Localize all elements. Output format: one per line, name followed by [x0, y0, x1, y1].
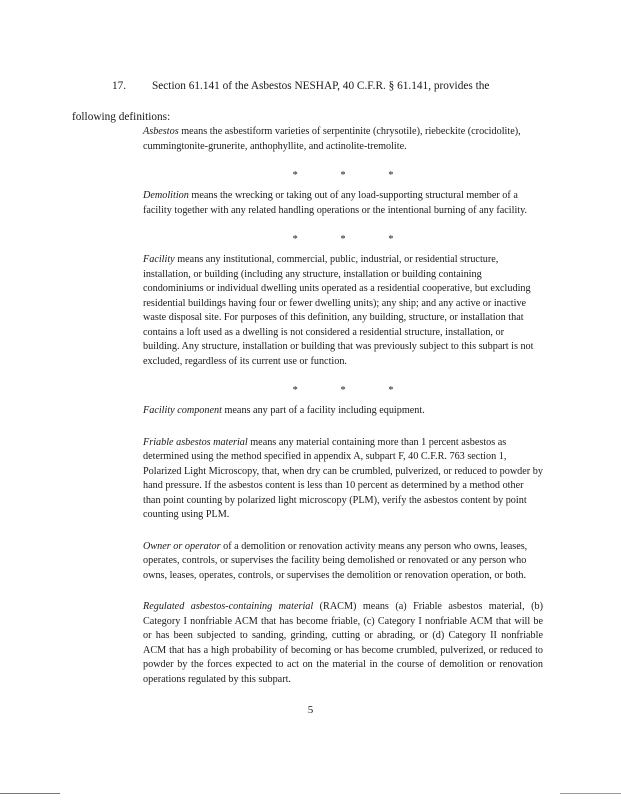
definition-facility-component — [143, 404, 543, 419]
section-separator: * * * — [292, 170, 414, 181]
section-separator: * * * — [292, 385, 414, 396]
definition-demolition — [143, 189, 543, 218]
definition-owner-or-operator — [143, 540, 543, 584]
definition-text: means any institutional, commercial, public, industrial, or residential structure, installation, or building (including any structure, installation or building containing condominiums or individual dwelling units operated as a residential cooperative, but excluding residential buildings having four or fewer dwelling units); any ship; and any active or inactive waste disposal site. For purposes of this definition, any building, structure, or installation that contains a loft used as a dwelling is not considered a residential structure, installation, or building. Any structure, installation or building that was previously subject to this subpart is not excluded, regardless of its current use or function. — [143, 254, 534, 367]
definition-text: means the wrecking or taking out of any load-supporting structural member of a facility together with any related handling operations or the intentional burning of any facility. — [143, 190, 528, 216]
definitions-block — [143, 125, 543, 704]
definition-text: means any part of a facility including equipment. — [221, 405, 425, 416]
definition-term: Demolition — [143, 190, 189, 201]
paragraph-17 — [72, 71, 542, 133]
definition-term: Regulated asbestos-containing material — [143, 601, 314, 612]
definition-term: Owner or operator — [143, 540, 221, 552]
definition-friable-asbestos-material — [143, 436, 543, 523]
section-separator: * * * — [292, 234, 414, 245]
scan-edge-line — [0, 793, 60, 794]
page-number: 5 — [307, 704, 314, 716]
definition-term: Friable asbestos material — [143, 436, 248, 448]
definition-asbestos — [143, 125, 543, 154]
definition-facility — [143, 253, 543, 369]
definition-term: Facility component — [143, 405, 222, 416]
paragraph-line-2: following definitions: — [72, 111, 171, 123]
definition-text: means the asbestiform varieties of serpentinite (chrysotile), riebeckite (crocidolite), cummingtonite-grunerite, anthophyllite, and actinolite-tremolite. — [143, 126, 521, 152]
paragraph-line-1: Section 61.141 of the Asbestos NESHAP, 40 C.F.R. § 61.141, provides the — [152, 80, 490, 92]
definition-text: of a demolition or renovation activity means any person who owns, leases, operates, controls, or supervises the facility being demolished or renovated or any person who owns, leases, operates, controls, or supervises the demolition or renovation operation, or both. — [143, 540, 528, 581]
paragraph-number: 17. — [112, 80, 127, 92]
definition-text: means any material containing more than 1 percent asbestos as determined using the method specified in appendix A, subpart F, 40 C.F.R. 763 section 1, Polarized Light Microscopy, that, when dry can be crumbled, pulverized, or reduced to powder by hand pressure. If the asbestos content is less than 10 percent as determined by a method other than point counting by polarized light microscopy (PLM), verify the asbestos content by point counting using PLM. — [143, 436, 543, 520]
scan-edge-line — [560, 793, 621, 794]
definition-term: Facility — [143, 254, 175, 265]
definition-term: Asbestos — [143, 126, 179, 137]
definition-racm — [143, 600, 543, 687]
definition-text: (RACM) means (a) Friable asbestos material, (b) Category I nonfriable ACM that has become friable, (c) Category I nonfriable ACM that will be or has been subjected to sanding, grinding, cutting or abrading, or (d) Category II nonfriable ACM that has a high probability of becoming or has become crumbled, pulverized, or reduced to powder by the forces expected to act on the material in the course of demolition or renovation operations regulated by this subpart. — [143, 601, 543, 685]
